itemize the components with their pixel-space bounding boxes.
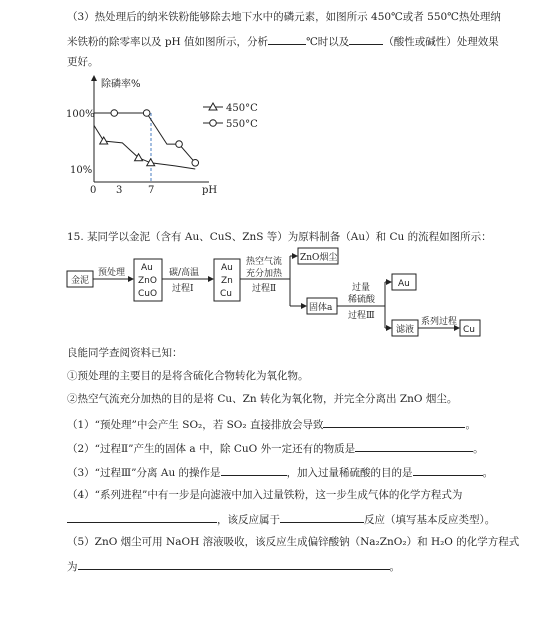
label-solid-a: 固体a [309, 303, 333, 313]
label-process2: 过程Ⅱ [252, 284, 277, 294]
info-2: ②热空气流充分加热的目的是将 Cu、Zn 转化为氧化物，并完全分离出 ZnO 烟尘。 [67, 393, 458, 405]
series-line-450 [94, 125, 195, 169]
label-filtrate: 滤液 [396, 325, 415, 335]
legend-label-550: 550°C [226, 119, 258, 130]
data-point-450-2 [147, 159, 155, 166]
data-point-550-2 [176, 141, 183, 148]
blank-q4-equation[interactable] [67, 511, 217, 523]
x-tick-0: 0 [90, 185, 97, 196]
blank-q4-type[interactable] [280, 511, 364, 523]
sub-q5-end: 。 [389, 561, 400, 573]
label-mix2-zn: Zn [221, 276, 233, 286]
label-mix1-au: Au [141, 263, 153, 273]
sub-q3-end: 。 [482, 467, 494, 479]
sub-question-4: （4）“系列进程”中有一步是向滤液中加入过量铁粉，这一步生成气体的化学方程式为 [67, 489, 463, 501]
info-title: 良能同学查阅资料已知： [67, 347, 183, 359]
q3-blank-temp[interactable] [268, 33, 306, 45]
box-cu [460, 320, 480, 336]
q3-line-2 [67, 33, 499, 49]
data-point-450-1 [135, 154, 143, 161]
data-point-550-0 [111, 110, 118, 117]
label-mix1-zno: ZnO [138, 276, 157, 286]
sub-q5-text: 为 [67, 561, 78, 573]
label-excess: 过量 [352, 283, 371, 293]
label-zno-dust: ZnO烟尘 [300, 253, 338, 263]
legend-label-450: 450°C [226, 103, 258, 114]
y-tick-10: 10% [70, 165, 93, 176]
label-dilute-acid: 稀硫酸 [348, 295, 376, 305]
sub-question-5-line2 [67, 558, 400, 574]
label-process1: 过程Ⅰ [172, 284, 194, 294]
label-mix2-cu: Cu [220, 289, 232, 299]
label-mix1-cuo: CuO [138, 289, 158, 299]
label-carbon-heat: 碳/高温 [169, 268, 200, 278]
label-au: Au [398, 279, 410, 289]
box-filtrate [392, 320, 418, 336]
q3-line-2c: （酸性或碱性）处理效果 [383, 36, 499, 48]
label-hot-air: 热空气流 [246, 257, 283, 267]
label-gold-mud: 金泥 [71, 276, 90, 286]
label-full-heat: 充分加热 [246, 269, 283, 279]
label-pretreat: 预处理 [98, 268, 126, 278]
q3-line-1: （3）热处理后的纳米铁粉能够除去地下水中的磷元素，如图所示 450℃或者 550℃热处理纳 [67, 11, 501, 23]
q3-blank-acidity[interactable] [349, 33, 383, 45]
info-1: ①预处理的主要目的是将含硫化合物转化为氧化物。 [67, 370, 309, 382]
sub-q4-end: 反应（填写基本反应类型）。 [364, 514, 496, 526]
data-point-550-1 [143, 110, 150, 117]
series-line-550 [94, 113, 195, 163]
q3-line-2a: 米铁粉的除零率以及 pH 值如图所示，分析 [67, 36, 269, 48]
blank-q5-equation[interactable] [78, 558, 390, 570]
box-zno [298, 248, 338, 264]
sub-question-2 [67, 440, 484, 456]
label-mix2-au: Au [221, 263, 233, 273]
x-tick-3: 3 [116, 185, 123, 196]
sub-q2-end: 。 [473, 443, 484, 455]
legend-triangle-marker [209, 103, 217, 110]
box-gold-mud [67, 271, 93, 287]
data-point-450-0 [100, 137, 108, 144]
sub-q3-text: （3）“过程Ⅲ”分离 Au 的操作是 [67, 467, 221, 479]
sub-q2-text: （2）“过程Ⅱ”产生的固体 a 中，除 CuO 外一定还有的物质是 [67, 443, 356, 455]
q3-line-2b: ℃时以及 [306, 36, 350, 48]
x-tick-7: 7 [148, 185, 155, 196]
box-solid-a [307, 298, 337, 314]
y-axis-label: 除磷率% [101, 79, 141, 90]
q3-line-3: 更好。 [67, 56, 99, 68]
blank-q1[interactable] [323, 416, 465, 428]
sub-question-3 [67, 464, 493, 480]
sub-question-4-line2 [67, 511, 495, 527]
box-mix2 [214, 259, 240, 301]
data-point-550-3 [192, 159, 199, 166]
sub-q1-end: 。 [465, 419, 476, 431]
box-au [392, 274, 416, 290]
blank-q3-operation[interactable] [221, 464, 287, 476]
x-axis-label: pH [202, 185, 218, 196]
label-process3: 过程Ⅲ [348, 311, 375, 321]
sub-question-5: （5）ZnO 烟尘可用 NaOH 溶液吸收，该反应生成偏锌酸钠（Na₂ZnO₂）和 H₂O 的化学方程式 [67, 536, 520, 548]
label-cu: Cu [463, 325, 475, 335]
sub-q3-mid: ，加入过量稀硫酸的目的是 [286, 467, 413, 479]
sub-q1-text: （1）“预处理”中会产生 SO₂，若 SO₂ 直接排放会导致 [67, 419, 324, 431]
sub-question-1 [67, 416, 476, 432]
y-tick-100: 100% [66, 109, 95, 120]
q15-intro: 15. 某同学以金泥（含有 Au、CuS、ZnS 等）为原料制备（Au）和 Cu 的流程如图所示： [67, 231, 492, 243]
blank-q3-purpose[interactable] [413, 464, 483, 476]
legend-circle-marker [210, 120, 217, 127]
blank-q2[interactable] [355, 440, 473, 452]
box-mix1 [134, 259, 162, 301]
sub-q4-mid: ，该反应属于 [217, 514, 280, 526]
label-series-process: 系列过程 [421, 317, 458, 327]
